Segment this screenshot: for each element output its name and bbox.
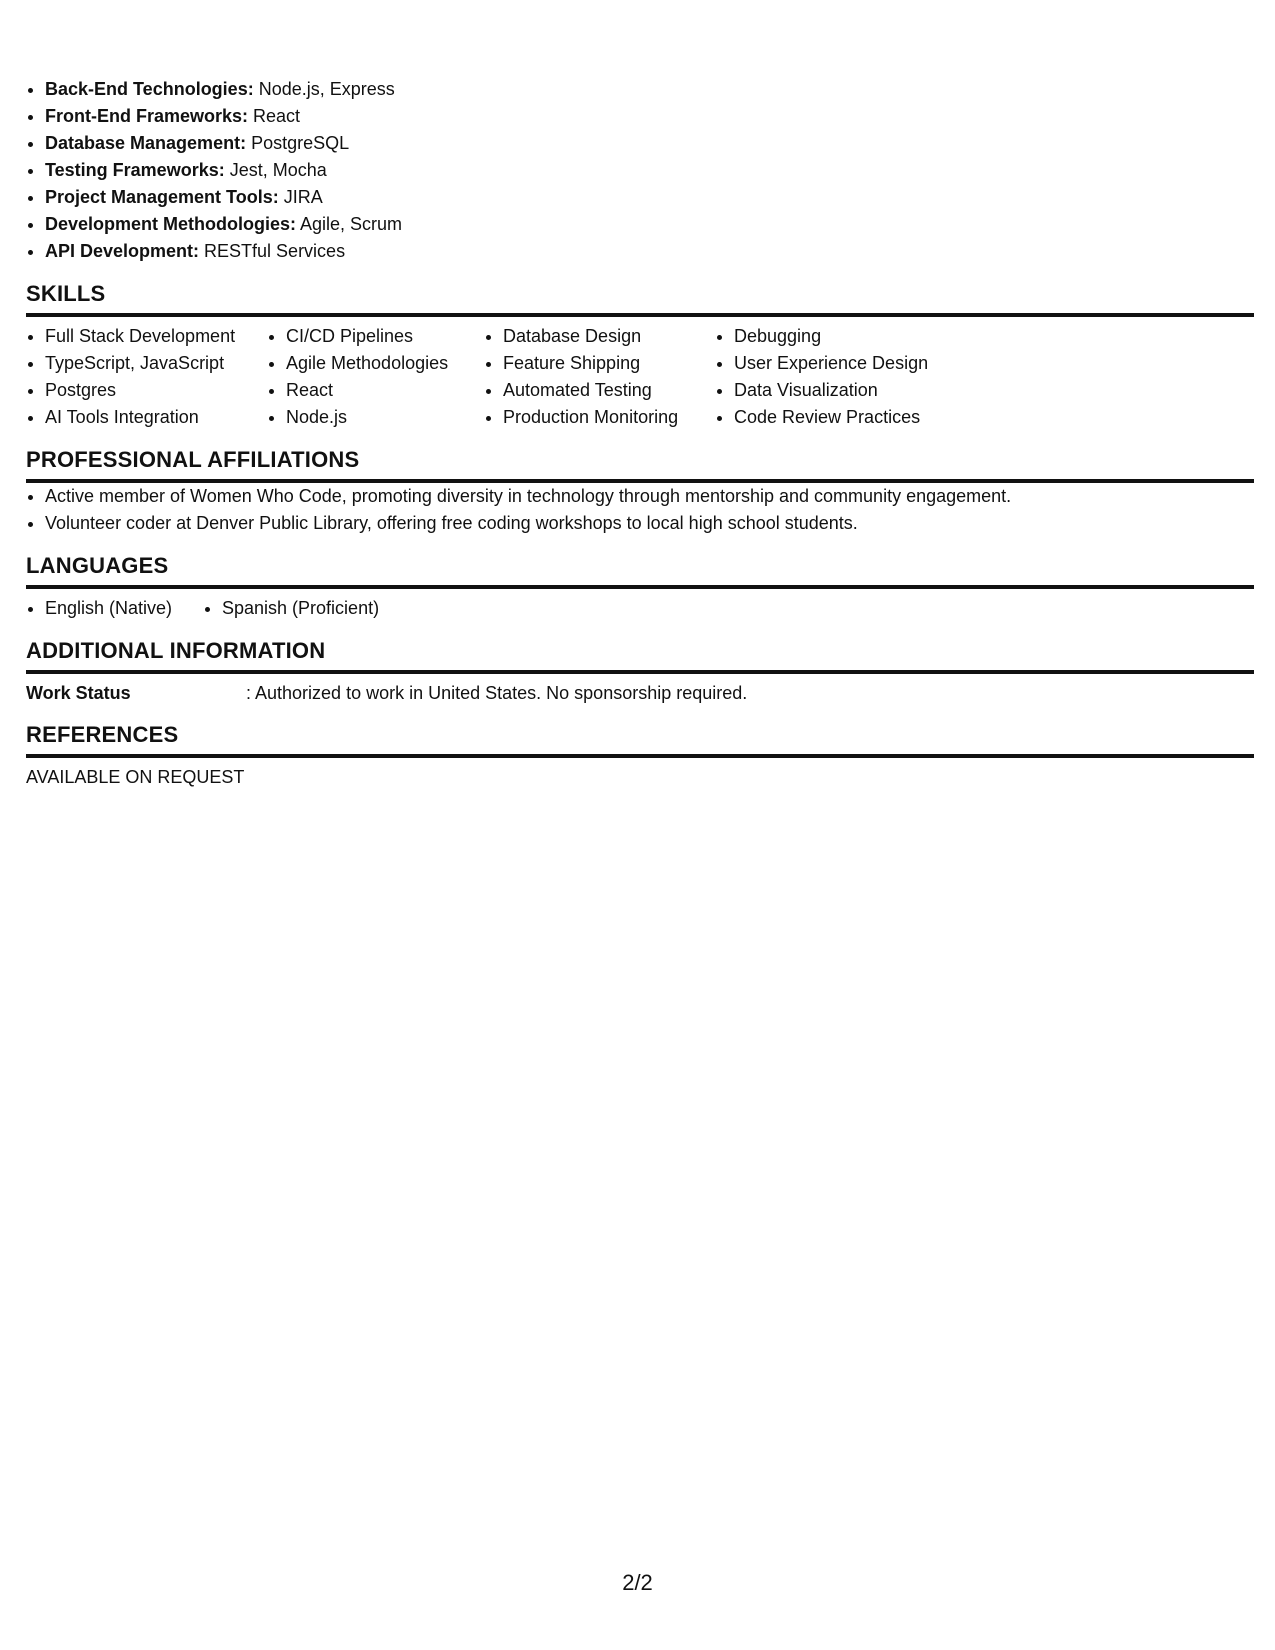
section-heading-additional: ADDITIONAL INFORMATION [26, 636, 1254, 674]
technical-skills-list [26, 76, 1254, 265]
skill-item: • Automated Testing [503, 377, 715, 404]
skill-item: • CI/CD Pipelines [286, 323, 484, 350]
tech-value: JIRA [278, 187, 323, 207]
skill-item: • Full Stack Development [45, 323, 267, 350]
tech-value: RESTful Services [199, 241, 346, 261]
list-item [45, 76, 1254, 103]
skills-grid [26, 323, 1254, 431]
tech-label: Database Management: [45, 133, 247, 153]
tech-label: Project Management Tools: [45, 187, 279, 207]
skills-column [267, 323, 484, 431]
references-section [26, 720, 1254, 790]
list-item [45, 184, 1254, 211]
skill-item: • Feature Shipping [503, 350, 715, 377]
skill-item: • Database Design [503, 323, 715, 350]
work-status-value: : Authorized to work in United States. No sponsorship required. [246, 683, 748, 703]
languages-column [203, 595, 379, 622]
affiliations-list [26, 483, 1254, 537]
list-item [45, 238, 1254, 265]
tech-value: React [248, 106, 301, 126]
references-text: AVAILABLE ON REQUEST [26, 767, 245, 787]
tech-label: Testing Frameworks: [45, 160, 225, 180]
skill-item: • Postgres [45, 377, 267, 404]
affiliations-section [26, 445, 1254, 537]
list-item [45, 211, 1254, 238]
tech-value: Jest, Mocha [224, 160, 327, 180]
skills-column [26, 323, 267, 431]
skill-item: • TypeScript, JavaScript [45, 350, 267, 377]
skill-item: • React [286, 377, 484, 404]
skill-item: • Agile Methodologies [286, 350, 484, 377]
tech-label: Development Methodologies: [45, 214, 297, 234]
additional-section [26, 636, 1254, 706]
tech-value: PostgreSQL [246, 133, 350, 153]
list-item: • Volunteer coder at Denver Public Library, offering free coding workshops to local high school students. [45, 510, 1254, 537]
section-heading-references: REFERENCES [26, 720, 1254, 758]
section-heading-languages: LANGUAGES [26, 551, 1254, 589]
page-number: 2/2 [622, 1570, 653, 1595]
languages-section [26, 551, 1254, 622]
language-item: • Spanish (Proficient) [222, 595, 379, 622]
languages-row [26, 595, 1254, 622]
skill-item: • Data Visualization [734, 377, 994, 404]
tech-label: API Development: [45, 241, 200, 261]
skill-item: • AI Tools Integration [45, 404, 267, 431]
skill-item: • Node.js [286, 404, 484, 431]
skill-item: • Debugging [734, 323, 994, 350]
list-item [45, 157, 1254, 184]
skills-column [715, 323, 994, 431]
languages-column [26, 595, 203, 622]
work-status-label: Work Status [26, 683, 131, 703]
tech-label: Back-End Technologies: [45, 79, 254, 99]
skills-section [26, 279, 1254, 431]
skill-item: • User Experience Design [734, 350, 994, 377]
tech-value: Agile, Scrum [296, 214, 403, 234]
list-item: • Active member of Women Who Code, promoting diversity in technology through mentorship and community engagement. [45, 483, 1254, 510]
section-heading-affiliations: PROFESSIONAL AFFILIATIONS [26, 445, 1254, 483]
tech-label: Front-End Frameworks: [45, 106, 249, 126]
list-item [45, 130, 1254, 157]
list-item [45, 103, 1254, 130]
section-heading-skills: SKILLS [26, 279, 1254, 317]
language-item: • English (Native) [45, 595, 203, 622]
resume-page [26, 76, 1254, 790]
work-status-row [26, 680, 1254, 706]
tech-value: Node.js, Express [253, 79, 395, 99]
skill-item: • Code Review Practices [734, 404, 994, 431]
skill-item: • Production Monitoring [503, 404, 715, 431]
skills-column [484, 323, 715, 431]
